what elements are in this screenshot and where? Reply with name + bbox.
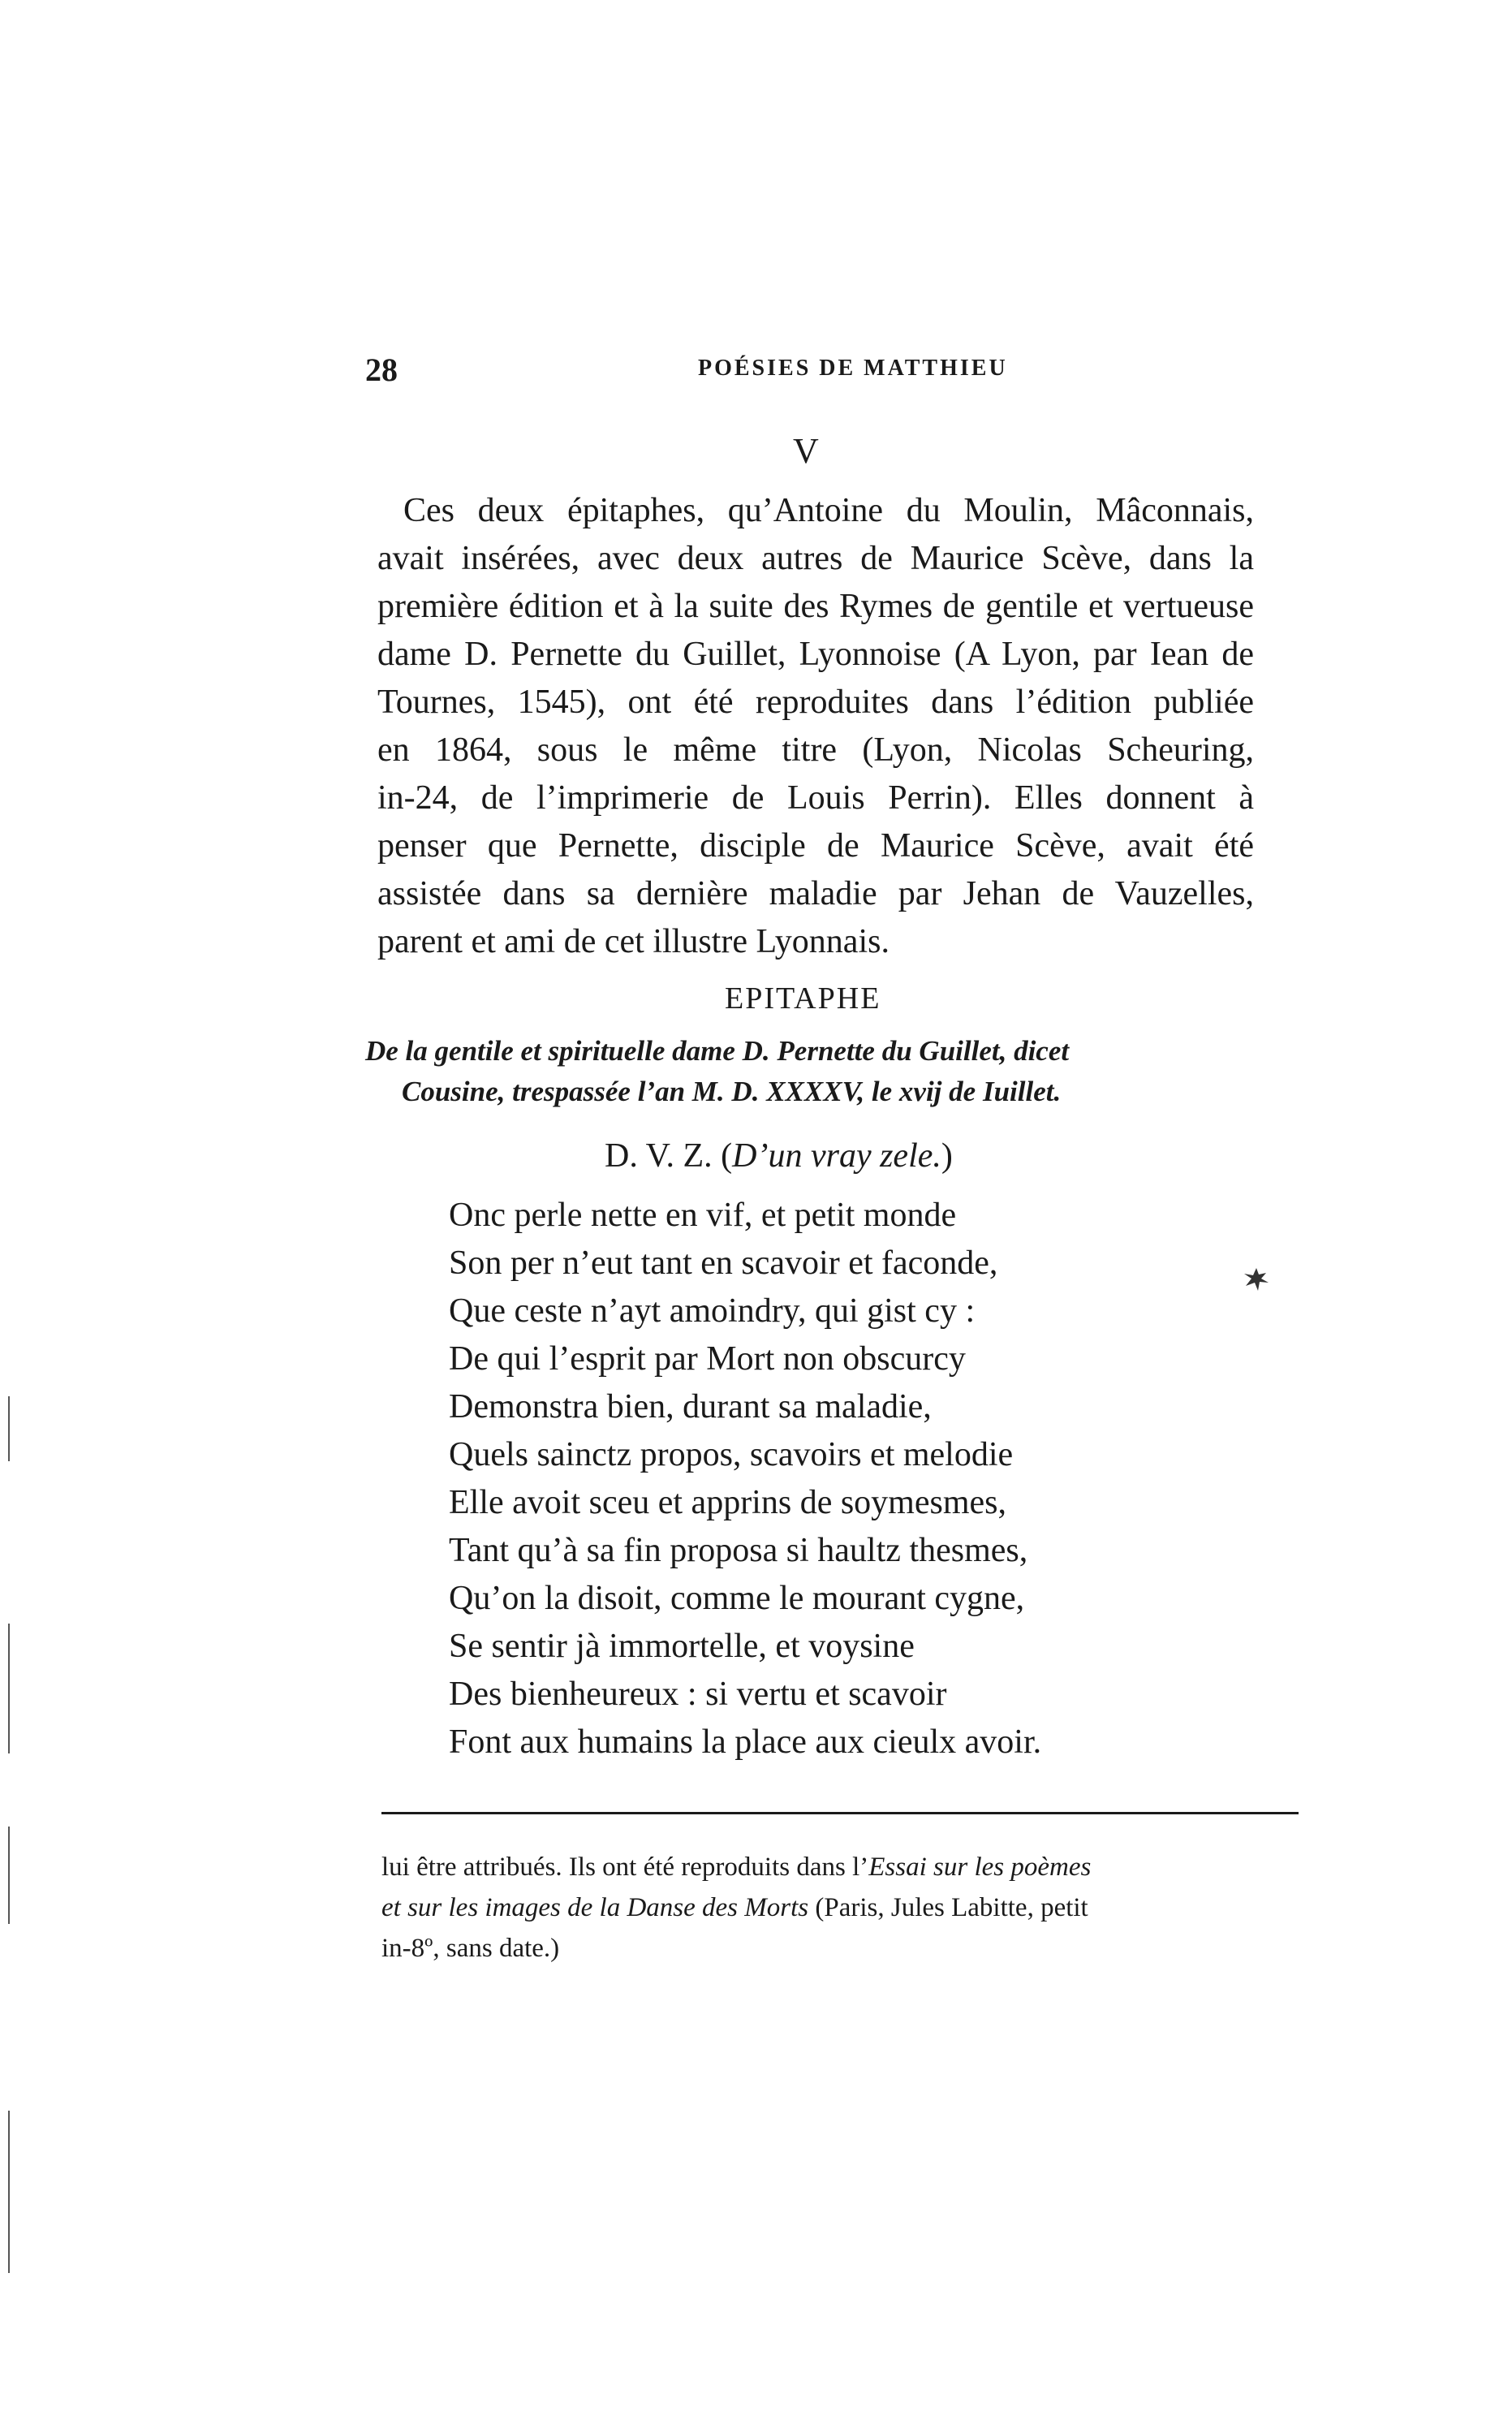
body-line: in-24, de l’imprimerie de Louis Perrin). Elles donnent à (377, 779, 1254, 817)
ornament-icon (1242, 1266, 1271, 1292)
page-number: 28 (365, 352, 398, 388)
poem-line: Des bienheureux : si vertu et scavoir (449, 1676, 947, 1713)
footnote-title: Essai sur les poèmes (868, 1853, 1092, 1882)
margin-mark (8, 2111, 10, 2273)
poem-line: Demonstra bien, durant sa maladie, (449, 1388, 932, 1426)
footnote-line: in-8º, sans date.) (381, 1934, 560, 1963)
margin-mark (8, 1827, 10, 1924)
poem-line: Font aux humains la place aux cieulx avoir. (449, 1723, 1042, 1761)
footnote-title: et sur les images de la Danse des Morts (381, 1893, 809, 1922)
footnote-rule (381, 1812, 1299, 1814)
epitaph-subtitle: Cousine, trespassée l’an M. D. XXXXV, le xvij de Iuillet. (402, 1076, 1062, 1107)
margin-mark (8, 1624, 10, 1753)
body-line: penser que Pernette, disciple de Maurice Scève, avait été (377, 827, 1254, 865)
device-motto: D’un vray zele. (732, 1137, 941, 1175)
body-line: avait insérées, avec deux autres de Maurice Scève, dans la (377, 540, 1254, 577)
body-line: dame D. Pernette du Guillet, Lyonnoise (A Lyon, par Iean de (377, 636, 1254, 673)
poem-line: Tant qu’à sa fin proposa si haultz thesmes, (449, 1532, 1028, 1569)
body-line: en 1864, sous le même titre (Lyon, Nicolas Scheuring, (377, 731, 1254, 769)
footnote-line (381, 1853, 1091, 1883)
epitaph-title: EPITAPHE (725, 981, 881, 1016)
body-line: première édition et à la suite des Rymes de gentile et vertueuse (377, 588, 1254, 625)
running-header: POÉSIES DE MATTHIEU (698, 356, 1008, 381)
epitaph-subtitle: De la gentile et spirituelle dame D. Pernette du Guillet, dicet (365, 1035, 1070, 1067)
margin-mark (8, 1396, 10, 1461)
poem-line: Qu’on la disoit, comme le mourant cygne, (449, 1580, 1025, 1617)
footnote-line (381, 1893, 1088, 1923)
device-close: ) (941, 1137, 953, 1175)
poem-line: Elle avoit sceu et apprins de soymesmes, (449, 1484, 1006, 1521)
poem-line: Que ceste n’ayt amoindry, qui gist cy : (449, 1292, 976, 1330)
footnote-text: lui être attribués. Ils ont été reproduits dans l’ (381, 1853, 869, 1882)
poem-line: Onc perle nette en vif, et petit monde (449, 1197, 957, 1234)
body-line: parent et ami de cet illustre Lyonnais. (377, 923, 890, 960)
poem-line: Son per n’eut tant en scavoir et faconde, (449, 1244, 998, 1282)
body-line: Ces deux épitaphes, qu’Antoine du Moulin, Mâconnais, (403, 492, 1254, 529)
body-line: Tournes, 1545), ont été reproduites dans l’édition publiée (377, 684, 1254, 721)
device-initials: D. V. Z. ( (605, 1137, 733, 1175)
body-line: assistée dans sa dernière maladie par Jehan de Vauzelles, (377, 875, 1254, 912)
poem-line: Quels sainctz propos, scavoirs et melodie (449, 1436, 1014, 1473)
poem-line: De qui l’esprit par Mort non obscurcy (449, 1340, 966, 1378)
footnote-text: (Paris, Jules Labitte, petit (808, 1893, 1088, 1922)
epitaph-device (605, 1137, 953, 1175)
poem-line: Se sentir jà immortelle, et voysine (449, 1628, 915, 1665)
section-numeral: V (793, 431, 819, 471)
